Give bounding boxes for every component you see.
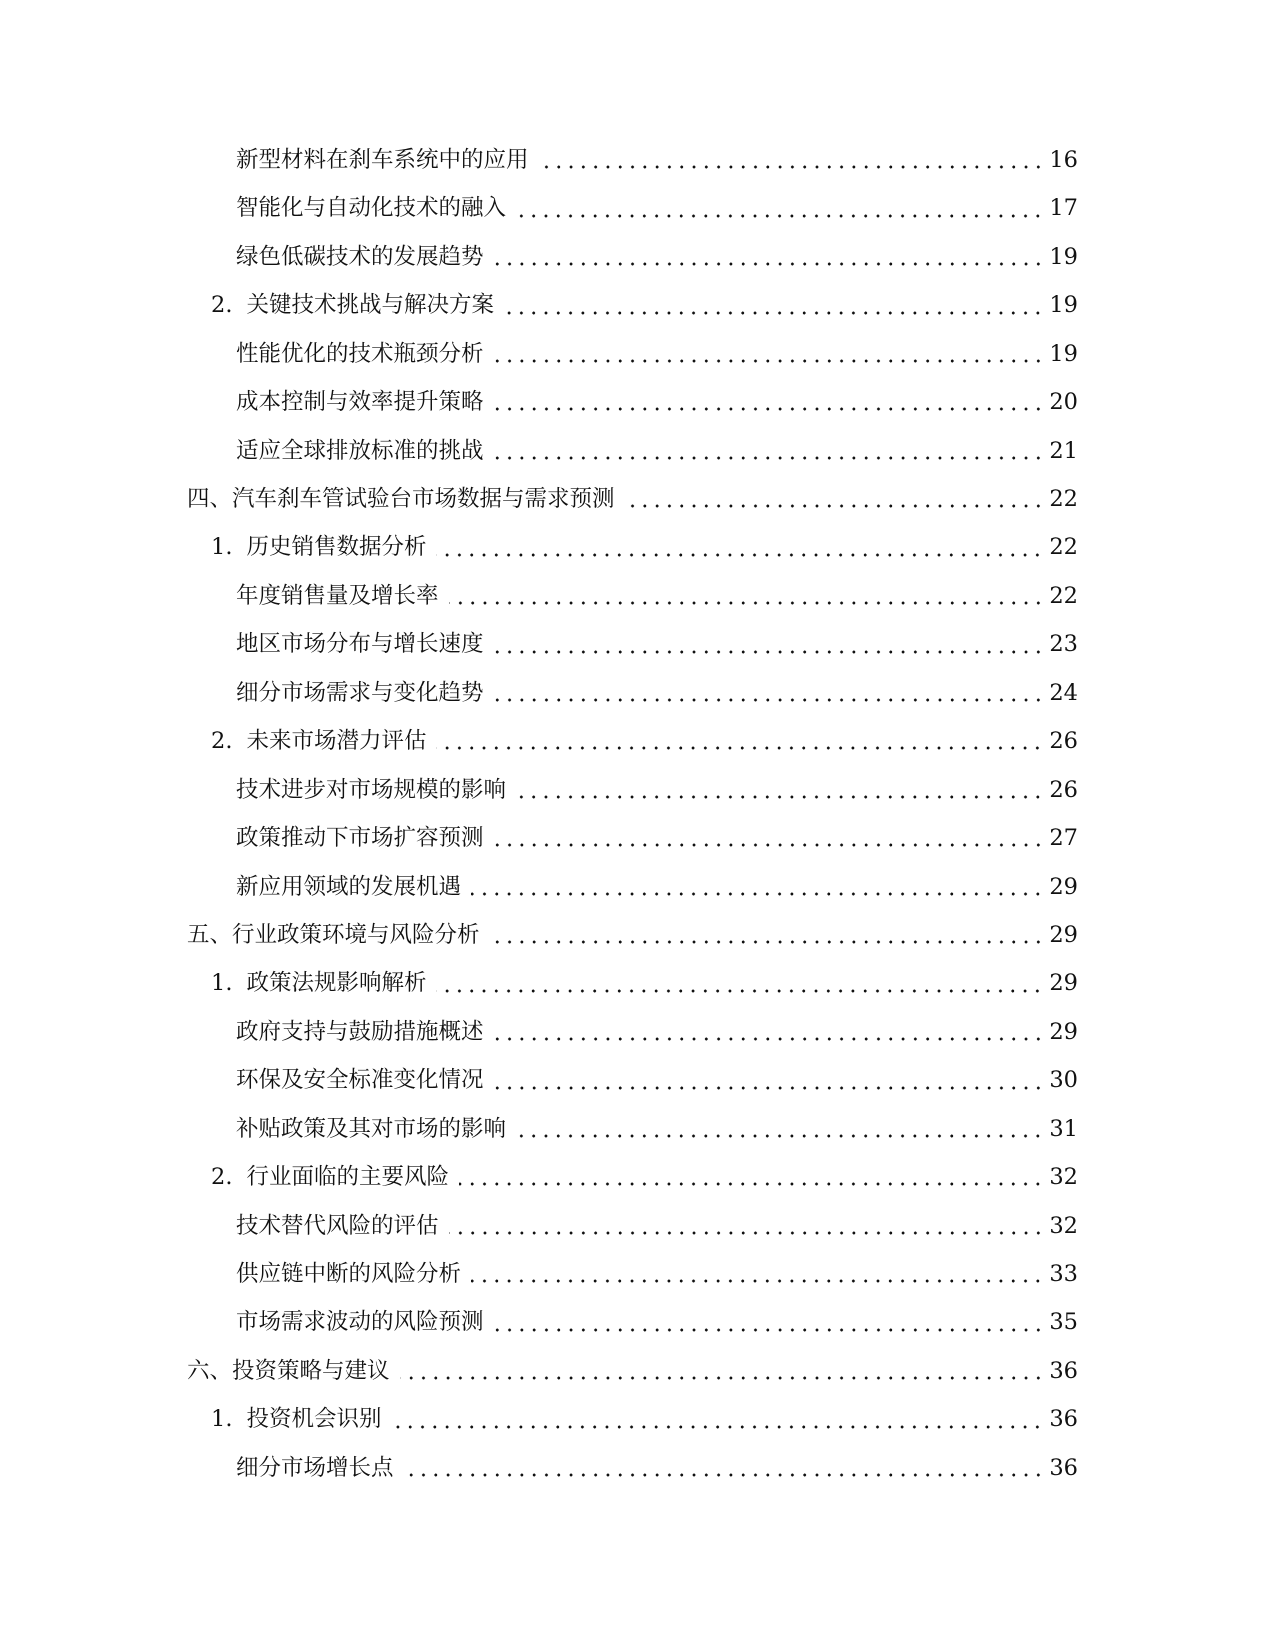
toc-entry-label: 新型材料在刹车系统中的应用	[236, 146, 529, 173]
toc-entry-label: 成本控制与效率提升策略	[236, 389, 484, 416]
dot-leader	[494, 650, 1044, 654]
toc-entry-page-number: 27	[1049, 825, 1078, 852]
toc-entry[interactable]	[0, 1395, 1275, 1443]
toc-entry-page-number: 22	[1049, 582, 1078, 609]
toc-entry-label: 年度销售量及增长率	[236, 582, 439, 609]
toc-entry[interactable]	[0, 717, 1275, 765]
toc-entry-label: 未来市场潜力评估	[246, 728, 427, 755]
toc-entry-label: 六、投资策略与建议	[187, 1357, 390, 1384]
toc-entry[interactable]	[0, 863, 1275, 911]
toc-entry-page-number: 17	[1049, 195, 1078, 222]
dot-leader	[391, 1425, 1044, 1429]
toc-entry-label: 政府支持与鼓励措施概述	[236, 1018, 484, 1045]
toc-entry-title	[236, 1311, 484, 1334]
toc-entry-page-number: 22	[1049, 486, 1078, 513]
toc-entry-title	[236, 776, 507, 803]
toc-entry-page-number: 36	[1049, 1357, 1078, 1384]
dot-leader	[494, 843, 1044, 847]
toc-entry-page-number: 29	[1049, 873, 1078, 900]
toc-entry-label: 行业面临的主要风险	[246, 1164, 449, 1191]
toc-entry-title	[211, 730, 426, 753]
toc-entry-label: 历史销售数据分析	[246, 534, 427, 561]
toc-entry-title	[236, 437, 484, 464]
toc-entry-number: 1.	[211, 1406, 233, 1433]
toc-entry-page-number: 19	[1049, 243, 1078, 270]
toc-entry-page-number: 36	[1049, 1454, 1078, 1481]
dot-leader	[449, 1231, 1044, 1235]
toc-entry-page-number: 35	[1049, 1309, 1078, 1336]
toc-entry-number: 1.	[211, 970, 233, 997]
toc-entry-label: 政策推动下市场扩容预测	[236, 825, 484, 852]
toc-entry-number: 2.	[211, 292, 233, 319]
toc-entry[interactable]	[0, 427, 1275, 475]
toc-entry-page-number: 31	[1049, 1115, 1078, 1142]
toc-entry-page-number: 24	[1049, 679, 1078, 706]
toc-entry-page-number: 19	[1049, 340, 1078, 367]
toc-entry-title	[236, 243, 484, 270]
dot-leader	[471, 892, 1044, 896]
dot-leader	[404, 1473, 1044, 1477]
toc-entry-title	[211, 536, 426, 559]
toc-entry-page-number: 19	[1049, 292, 1078, 319]
toc-entry-title	[236, 1069, 484, 1092]
toc-entry[interactable]	[0, 959, 1275, 1007]
toc-entry-title	[236, 633, 484, 656]
toc-entry-title	[236, 873, 462, 900]
toc-entry-label: 投资机会识别	[246, 1406, 382, 1433]
toc-entry-page-number: 32	[1049, 1212, 1078, 1239]
dot-leader	[494, 1328, 1044, 1332]
toc-entry[interactable]	[0, 524, 1275, 572]
toc-entry-title	[236, 197, 506, 220]
toc-entry-label: 性能优化的技术瓶颈分析	[236, 340, 484, 367]
toc-entry-title	[187, 921, 480, 948]
toc-entry[interactable]	[0, 669, 1275, 717]
toc-entry[interactable]	[0, 1202, 1275, 1250]
toc-entry[interactable]	[0, 184, 1275, 232]
toc-entry-title	[236, 391, 484, 414]
toc-entry-label: 环保及安全标准变化情况	[236, 1067, 484, 1094]
toc-entry-title	[211, 1166, 449, 1189]
dot-leader	[625, 504, 1044, 508]
toc-entry-page-number: 36	[1049, 1406, 1078, 1433]
toc-entry[interactable]	[0, 330, 1275, 378]
dot-leader	[494, 1086, 1044, 1090]
dot-leader	[516, 1134, 1044, 1138]
dot-leader	[471, 1279, 1044, 1283]
toc-entry-label: 技术进步对市场规模的影响	[236, 776, 507, 803]
dot-leader	[516, 795, 1044, 799]
dot-leader	[539, 165, 1044, 169]
toc-entry-page-number: 23	[1049, 631, 1078, 658]
toc-entry-label: 供应链中断的风险分析	[236, 1261, 462, 1288]
dot-leader	[516, 214, 1044, 218]
toc-entry-title	[236, 1454, 394, 1481]
toc-entry-label: 政策法规影响解析	[246, 970, 427, 997]
toc-entry-label: 新应用领域的发展机遇	[236, 873, 462, 900]
toc-entry-page-number: 26	[1049, 776, 1078, 803]
toc-entry-page-number: 20	[1049, 389, 1078, 416]
toc-entry-title	[236, 582, 439, 609]
toc-entry-page-number: 29	[1049, 921, 1078, 948]
toc-entry-title	[236, 827, 484, 850]
toc-entry-title	[236, 1263, 461, 1286]
toc-entry[interactable]	[0, 1105, 1275, 1153]
toc-entry[interactable]	[0, 475, 1275, 523]
dot-leader	[494, 359, 1044, 363]
toc-entry-number: 2.	[211, 728, 233, 755]
toc-entry[interactable]	[0, 814, 1275, 862]
toc-entry[interactable]	[0, 1347, 1275, 1395]
toc-entry-page-number: 33	[1049, 1261, 1078, 1288]
toc-entry-page-number: 29	[1049, 970, 1078, 997]
toc-entry[interactable]	[0, 233, 1275, 281]
toc-entry-title	[187, 1357, 390, 1384]
toc-entry[interactable]	[0, 136, 1275, 184]
toc-entry-title	[236, 679, 484, 706]
dot-leader	[504, 311, 1044, 315]
toc-entry[interactable]	[0, 1250, 1275, 1298]
toc-entry-page-number: 30	[1049, 1067, 1078, 1094]
toc-entry-label: 适应全球排放标准的挑战	[236, 437, 484, 464]
dot-leader	[400, 1376, 1044, 1380]
toc-entry-title	[211, 294, 494, 317]
dot-leader	[494, 1037, 1044, 1041]
toc-entry-page-number: 29	[1049, 1018, 1078, 1045]
dot-leader	[494, 456, 1044, 460]
toc-entry-title	[211, 1408, 381, 1431]
toc-entry-title	[187, 488, 615, 511]
toc-entry-label: 智能化与自动化技术的融入	[236, 195, 507, 222]
toc-entry[interactable]	[0, 1056, 1275, 1104]
toc-entry[interactable]	[0, 1153, 1275, 1201]
toc-entry-number: 2.	[211, 1164, 233, 1191]
dot-leader	[436, 553, 1044, 557]
dot-leader	[494, 262, 1044, 266]
toc-entry-title	[236, 146, 529, 173]
toc-entry-label: 绿色低碳技术的发展趋势	[236, 243, 484, 270]
dot-leader	[494, 698, 1044, 702]
toc-entry[interactable]	[0, 378, 1275, 426]
toc-entry-label: 补贴政策及其对市场的影响	[236, 1115, 507, 1142]
toc-entry[interactable]	[0, 572, 1275, 620]
toc-entry-title	[236, 1115, 507, 1142]
toc-entry[interactable]	[0, 766, 1275, 814]
toc-entry[interactable]	[0, 911, 1275, 959]
toc-entry-title	[211, 972, 426, 995]
dot-leader	[459, 1182, 1044, 1186]
toc-entry-title	[236, 1018, 484, 1045]
dot-leader	[436, 989, 1044, 993]
toc-entry[interactable]	[0, 1444, 1275, 1492]
toc-entry[interactable]	[0, 1008, 1275, 1056]
toc-entry-page-number: 16	[1049, 146, 1078, 173]
toc-entry-page-number: 22	[1049, 534, 1078, 561]
toc-entry-title	[236, 1212, 439, 1239]
toc-entry[interactable]	[0, 1299, 1275, 1347]
toc-entry-label: 关键技术挑战与解决方案	[246, 292, 494, 319]
toc-entry-title	[236, 340, 484, 367]
toc-entry-label: 细分市场需求与变化趋势	[236, 679, 484, 706]
dot-leader	[449, 601, 1044, 605]
toc-entry-label: 技术替代风险的评估	[236, 1212, 439, 1239]
toc-entry-label: 市场需求波动的风险预测	[236, 1309, 484, 1336]
table-of-contents	[0, 136, 1275, 1492]
toc-entry-label: 四、汽车刹车管试验台市场数据与需求预测	[187, 486, 615, 513]
toc-entry[interactable]	[0, 620, 1275, 668]
toc-entry-number: 1.	[211, 534, 233, 561]
toc-entry-label: 地区市场分布与增长速度	[236, 631, 484, 658]
dot-leader	[436, 746, 1044, 750]
toc-entry[interactable]	[0, 281, 1275, 329]
dot-leader	[494, 407, 1044, 411]
toc-entry-page-number: 32	[1049, 1164, 1078, 1191]
dot-leader	[490, 940, 1044, 944]
toc-entry-label: 细分市场增长点	[236, 1454, 394, 1481]
toc-entry-page-number: 26	[1049, 728, 1078, 755]
toc-entry-label: 五、行业政策环境与风险分析	[187, 921, 480, 948]
toc-entry-page-number: 21	[1049, 437, 1078, 464]
